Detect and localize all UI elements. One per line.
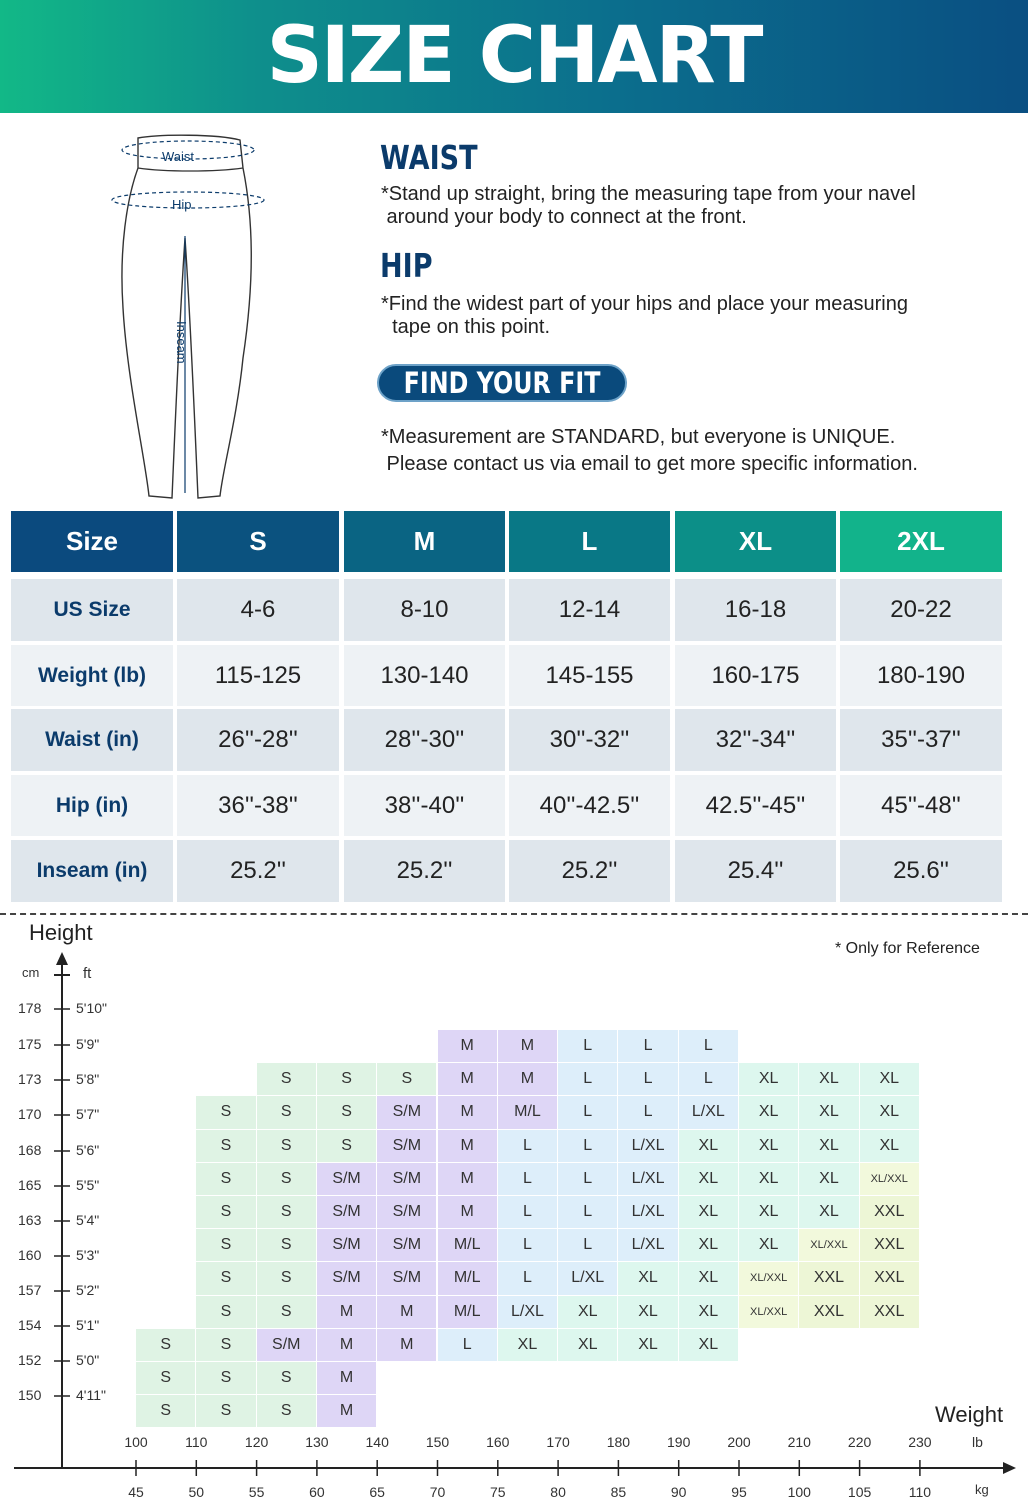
height-ft-label: 4'11": [76, 1387, 106, 1403]
size-cell: S/M: [377, 1130, 436, 1162]
hip-label: Hip: [172, 197, 192, 212]
table-cell: 26''-28'': [177, 709, 339, 771]
weight-kg-label: 60: [309, 1484, 325, 1500]
weight-lb-label: 190: [667, 1434, 691, 1450]
size-cell: L: [558, 1096, 617, 1128]
find-your-fit-banner: FIND YOUR FIT: [377, 364, 627, 402]
table-row-label: Waist (in): [11, 709, 173, 771]
weight-lb-label: 230: [908, 1434, 932, 1450]
size-cell: S/M: [377, 1196, 436, 1228]
weight-kg-label: 85: [610, 1484, 627, 1500]
size-cell: XXL: [860, 1296, 919, 1328]
size-cell: S: [196, 1329, 255, 1361]
size-cell: S: [257, 1196, 316, 1228]
size-cell: S: [196, 1096, 255, 1128]
weight-kg-label: 90: [670, 1484, 687, 1500]
size-cell: S: [257, 1362, 316, 1394]
size-cell: S: [257, 1096, 316, 1128]
weight-kg-label: 50: [188, 1484, 205, 1500]
table-cell: 42.5''-45'': [675, 775, 836, 836]
measurement-note: *Measurement are STANDARD, but everyone is UNIQUE. Please contact us via email to get more specific information.: [381, 426, 918, 475]
table-cell: 38''-40'': [344, 775, 505, 836]
x-axis-title: Weight: [935, 1402, 1004, 1427]
table-cell: 35''-37'': [840, 709, 1002, 771]
size-cell: M: [317, 1395, 376, 1427]
size-cell: S: [196, 1362, 255, 1394]
table-row-label: Hip (in): [11, 775, 173, 836]
height-ft-label: 5'9": [76, 1036, 100, 1052]
table-cell: 20-22: [840, 579, 1002, 641]
size-cell: XL: [498, 1329, 557, 1361]
leggings-outline-icon: [122, 135, 251, 498]
weight-kg-label: 55: [248, 1484, 265, 1500]
table-row-label: US Size: [11, 579, 173, 641]
size-cell: S/M: [377, 1262, 436, 1294]
weight-lb-label: 160: [486, 1434, 510, 1450]
size-cell: S/M: [377, 1096, 436, 1128]
weight-lb-label: 180: [606, 1434, 631, 1450]
size-cell: XL: [679, 1329, 738, 1361]
waist-heading: WAIST: [380, 138, 478, 177]
size-cell: XL: [739, 1163, 798, 1195]
size-cell: XL: [739, 1096, 798, 1128]
size-cell: L: [679, 1063, 738, 1095]
height-ft-label: 5'6": [76, 1142, 100, 1158]
size-cell: S/M: [257, 1329, 316, 1361]
size-cell: S/M: [317, 1262, 376, 1294]
height-cm-label: 157: [18, 1282, 42, 1298]
size-cell: L: [558, 1030, 617, 1062]
size-cell: XL/XXL: [739, 1262, 798, 1294]
table-cell: 28''-30'': [344, 709, 505, 771]
table-cell: 145-155: [509, 645, 670, 706]
size-cell: M: [317, 1329, 376, 1361]
header-banner: [0, 0, 1028, 113]
table-header-2xl: 2XL: [840, 511, 1002, 572]
size-cell: L: [438, 1329, 497, 1361]
size-cell: L: [618, 1030, 677, 1062]
size-cell: XXL: [799, 1296, 858, 1328]
size-cell: XL: [739, 1196, 798, 1228]
size-cell: S/M: [317, 1229, 376, 1261]
table-cell: 12-14: [509, 579, 670, 641]
size-cell: XXL: [860, 1229, 919, 1261]
size-cell: L: [618, 1063, 677, 1095]
size-cell: S: [136, 1329, 195, 1361]
table-row-label: Weight (lb): [11, 645, 173, 706]
height-cm-label: 160: [18, 1247, 42, 1263]
hip-instructions: *Find the widest part of your hips and place your measuring tape on this point.: [381, 293, 908, 338]
size-cell: XL: [799, 1196, 858, 1228]
height-ft-label: 5'0": [76, 1352, 100, 1368]
size-cell: M: [317, 1296, 376, 1328]
size-cell: S: [196, 1163, 255, 1195]
table-cell: 115-125: [177, 645, 339, 706]
weight-kg-label: 110: [908, 1484, 932, 1500]
size-cell: S: [196, 1130, 255, 1162]
size-cell: XL: [739, 1229, 798, 1261]
height-ft-label: 5'7": [76, 1106, 100, 1122]
size-cell: L/XL: [498, 1296, 557, 1328]
height-cm-label: 170: [18, 1106, 42, 1122]
size-cell: S/M: [317, 1163, 376, 1195]
table-cell: 25.4'': [675, 840, 836, 902]
weight-lb-label: 170: [546, 1434, 570, 1450]
size-cell: S/M: [377, 1163, 436, 1195]
size-cell: XL: [739, 1130, 798, 1162]
inseam-label: Inseam: [174, 321, 189, 364]
page-title: SIZE CHART: [266, 11, 762, 101]
table-cell: 30''-32'': [509, 709, 670, 771]
size-cell: S: [257, 1296, 316, 1328]
table-header-size: Size: [11, 511, 173, 572]
section-divider: [0, 913, 1028, 915]
height-ft-label: 5'10": [76, 1000, 108, 1016]
size-cell: L/XL: [618, 1163, 677, 1195]
weight-kg-label: 45: [128, 1484, 144, 1500]
weight-lb-label: 150: [425, 1434, 450, 1450]
size-cell: XL/XXL: [799, 1229, 858, 1261]
weight-kg-label: 95: [731, 1484, 747, 1500]
size-cell: XXL: [860, 1262, 919, 1294]
size-cell: XL: [679, 1296, 738, 1328]
weight-kg-label: 70: [429, 1484, 446, 1500]
size-cell: XL: [679, 1130, 738, 1162]
size-cell: XL: [860, 1130, 919, 1162]
size-cell: S: [317, 1096, 376, 1128]
weight-kg-label: 65: [369, 1484, 385, 1500]
size-cell: XL/XXL: [860, 1163, 919, 1195]
size-cell: XL: [860, 1096, 919, 1128]
table-cell: 25.2'': [344, 840, 505, 902]
size-cell: XL: [618, 1296, 677, 1328]
size-cell: XXL: [799, 1262, 858, 1294]
size-cell: S: [196, 1296, 255, 1328]
table-cell: 16-18: [675, 579, 836, 641]
size-cell: S: [257, 1262, 316, 1294]
size-cell: XL: [679, 1163, 738, 1195]
height-cm-label: 165: [18, 1177, 42, 1193]
table-cell: 45''-48'': [840, 775, 1002, 836]
table-cell: 25.2'': [509, 840, 670, 902]
y-axis-arrow-icon: [56, 952, 68, 965]
reference-note: * Only for Reference: [835, 940, 980, 957]
size-cell: L: [558, 1163, 617, 1195]
size-cell: L: [618, 1096, 677, 1128]
size-cell: XL: [558, 1329, 617, 1361]
size-cell: M: [438, 1063, 497, 1095]
size-cell: M: [438, 1030, 497, 1062]
size-cell: M/L: [498, 1096, 557, 1128]
table-cell: 8-10: [344, 579, 505, 641]
size-cell: M: [438, 1196, 497, 1228]
size-cell: XXL: [860, 1196, 919, 1228]
table-cell: 32''-34'': [675, 709, 836, 771]
size-cell: S: [257, 1063, 316, 1095]
size-cell: L: [679, 1030, 738, 1062]
size-cell: S: [257, 1395, 316, 1427]
size-cell: S: [317, 1063, 376, 1095]
size-cell: S: [257, 1229, 316, 1261]
table-header-s: S: [177, 511, 339, 572]
size-cell: L: [498, 1262, 557, 1294]
height-cm-label: 152: [18, 1352, 42, 1368]
waist-label: Waist: [162, 149, 195, 164]
size-cell: XL: [679, 1262, 738, 1294]
table-header-l: L: [509, 511, 670, 572]
height-cm-label: 173: [18, 1071, 42, 1087]
table-row-label: Inseam (in): [11, 840, 173, 902]
height-cm-label: 178: [18, 1000, 42, 1016]
size-cell: M: [438, 1163, 497, 1195]
weight-lb-label: 210: [787, 1434, 811, 1450]
x-axis-arrow-icon: [1003, 1462, 1016, 1474]
table-cell: 180-190: [840, 645, 1002, 706]
height-cm-label: 150: [18, 1387, 42, 1403]
size-cell: XL: [860, 1063, 919, 1095]
leggings-illustration: [105, 128, 270, 503]
size-cell: L/XL: [618, 1130, 677, 1162]
size-cell: M/L: [438, 1262, 497, 1294]
size-cell: L: [498, 1229, 557, 1261]
y-unit-cm: cm: [22, 965, 40, 980]
weight-lb-label: 140: [365, 1434, 389, 1450]
size-cell: S: [377, 1063, 436, 1095]
size-cell: S/M: [317, 1196, 376, 1228]
height-ft-label: 5'1": [76, 1317, 100, 1333]
size-cell: XL: [558, 1296, 617, 1328]
size-cell: L: [498, 1130, 557, 1162]
size-cell: S: [196, 1395, 255, 1427]
size-cell: S: [196, 1196, 255, 1228]
size-cell: S: [136, 1362, 195, 1394]
x-unit-lb: lb: [972, 1434, 983, 1450]
weight-lb-label: 200: [727, 1434, 751, 1450]
size-cell: XL: [679, 1196, 738, 1228]
weight-lb-label: 220: [847, 1434, 872, 1450]
size-cell: S: [196, 1262, 255, 1294]
weight-kg-label: 105: [847, 1484, 872, 1500]
weight-kg-label: 80: [550, 1484, 566, 1500]
size-cell: L: [558, 1063, 617, 1095]
weight-lb-label: 120: [244, 1434, 269, 1450]
height-ft-label: 5'2": [76, 1282, 100, 1298]
weight-kg-label: 100: [787, 1484, 811, 1500]
height-cm-label: 175: [18, 1036, 42, 1052]
table-cell: 36''-38'': [177, 775, 339, 836]
size-cell: L: [558, 1130, 617, 1162]
size-cell: M: [498, 1030, 557, 1062]
size-cell: M: [377, 1296, 436, 1328]
size-cell: M/L: [438, 1296, 497, 1328]
size-cell: L/XL: [618, 1229, 677, 1261]
size-cell: S/M: [377, 1229, 436, 1261]
size-cell: M/L: [438, 1229, 497, 1261]
weight-lb-label: 110: [185, 1434, 208, 1450]
height-ft-label: 5'8": [76, 1071, 100, 1087]
size-cell: L: [558, 1229, 617, 1261]
table-header-m: M: [344, 511, 505, 572]
height-ft-label: 5'4": [76, 1212, 100, 1228]
height-ft-label: 5'3": [76, 1247, 100, 1263]
table-cell: 40''-42.5'': [509, 775, 670, 836]
size-cell: XL/XXL: [739, 1296, 798, 1328]
size-cell: M: [498, 1063, 557, 1095]
hip-heading: HIP: [380, 246, 433, 285]
weight-kg-label: 75: [490, 1484, 506, 1500]
height-cm-label: 163: [18, 1212, 42, 1228]
size-cell: S: [257, 1130, 316, 1162]
size-cell: S: [317, 1130, 376, 1162]
size-cell: M: [438, 1130, 497, 1162]
size-cell: XL: [618, 1329, 677, 1361]
size-cell: S: [257, 1163, 316, 1195]
size-cell: XL: [799, 1130, 858, 1162]
weight-lb-label: 100: [124, 1434, 148, 1450]
size-cell: XL: [799, 1163, 858, 1195]
size-cell: L/XL: [618, 1196, 677, 1228]
size-cell: L/XL: [558, 1262, 617, 1294]
table-cell: 25.2'': [177, 840, 339, 902]
size-cell: L: [558, 1196, 617, 1228]
size-cell: M: [377, 1329, 436, 1361]
y-unit-ft: ft: [83, 965, 92, 982]
size-cell: L: [498, 1163, 557, 1195]
size-cell: XL: [799, 1063, 858, 1095]
table-header-xl: XL: [675, 511, 836, 572]
size-cell: M: [317, 1362, 376, 1394]
height-cm-label: 168: [18, 1142, 42, 1158]
x-unit-kg: kg: [975, 1482, 989, 1497]
height-cm-label: 154: [18, 1317, 42, 1333]
table-cell: 4-6: [177, 579, 339, 641]
size-cell: XL: [799, 1096, 858, 1128]
size-cell: XL: [739, 1063, 798, 1095]
size-cell: L/XL: [679, 1096, 738, 1128]
size-cell: M: [438, 1096, 497, 1128]
size-cell: S: [196, 1229, 255, 1261]
table-cell: 25.6'': [840, 840, 1002, 902]
size-cell: L: [498, 1196, 557, 1228]
size-cell: S: [136, 1395, 195, 1427]
table-cell: 160-175: [675, 645, 836, 706]
height-ft-label: 5'5": [76, 1177, 100, 1193]
chart-title: Height: [29, 920, 93, 945]
size-cell: XL: [679, 1229, 738, 1261]
table-cell: 130-140: [344, 645, 505, 706]
waist-instructions: *Stand up straight, bring the measuring tape from your navel around your body to connect at the front.: [381, 183, 916, 228]
size-cell: XL: [618, 1262, 677, 1294]
weight-lb-label: 130: [305, 1434, 329, 1450]
